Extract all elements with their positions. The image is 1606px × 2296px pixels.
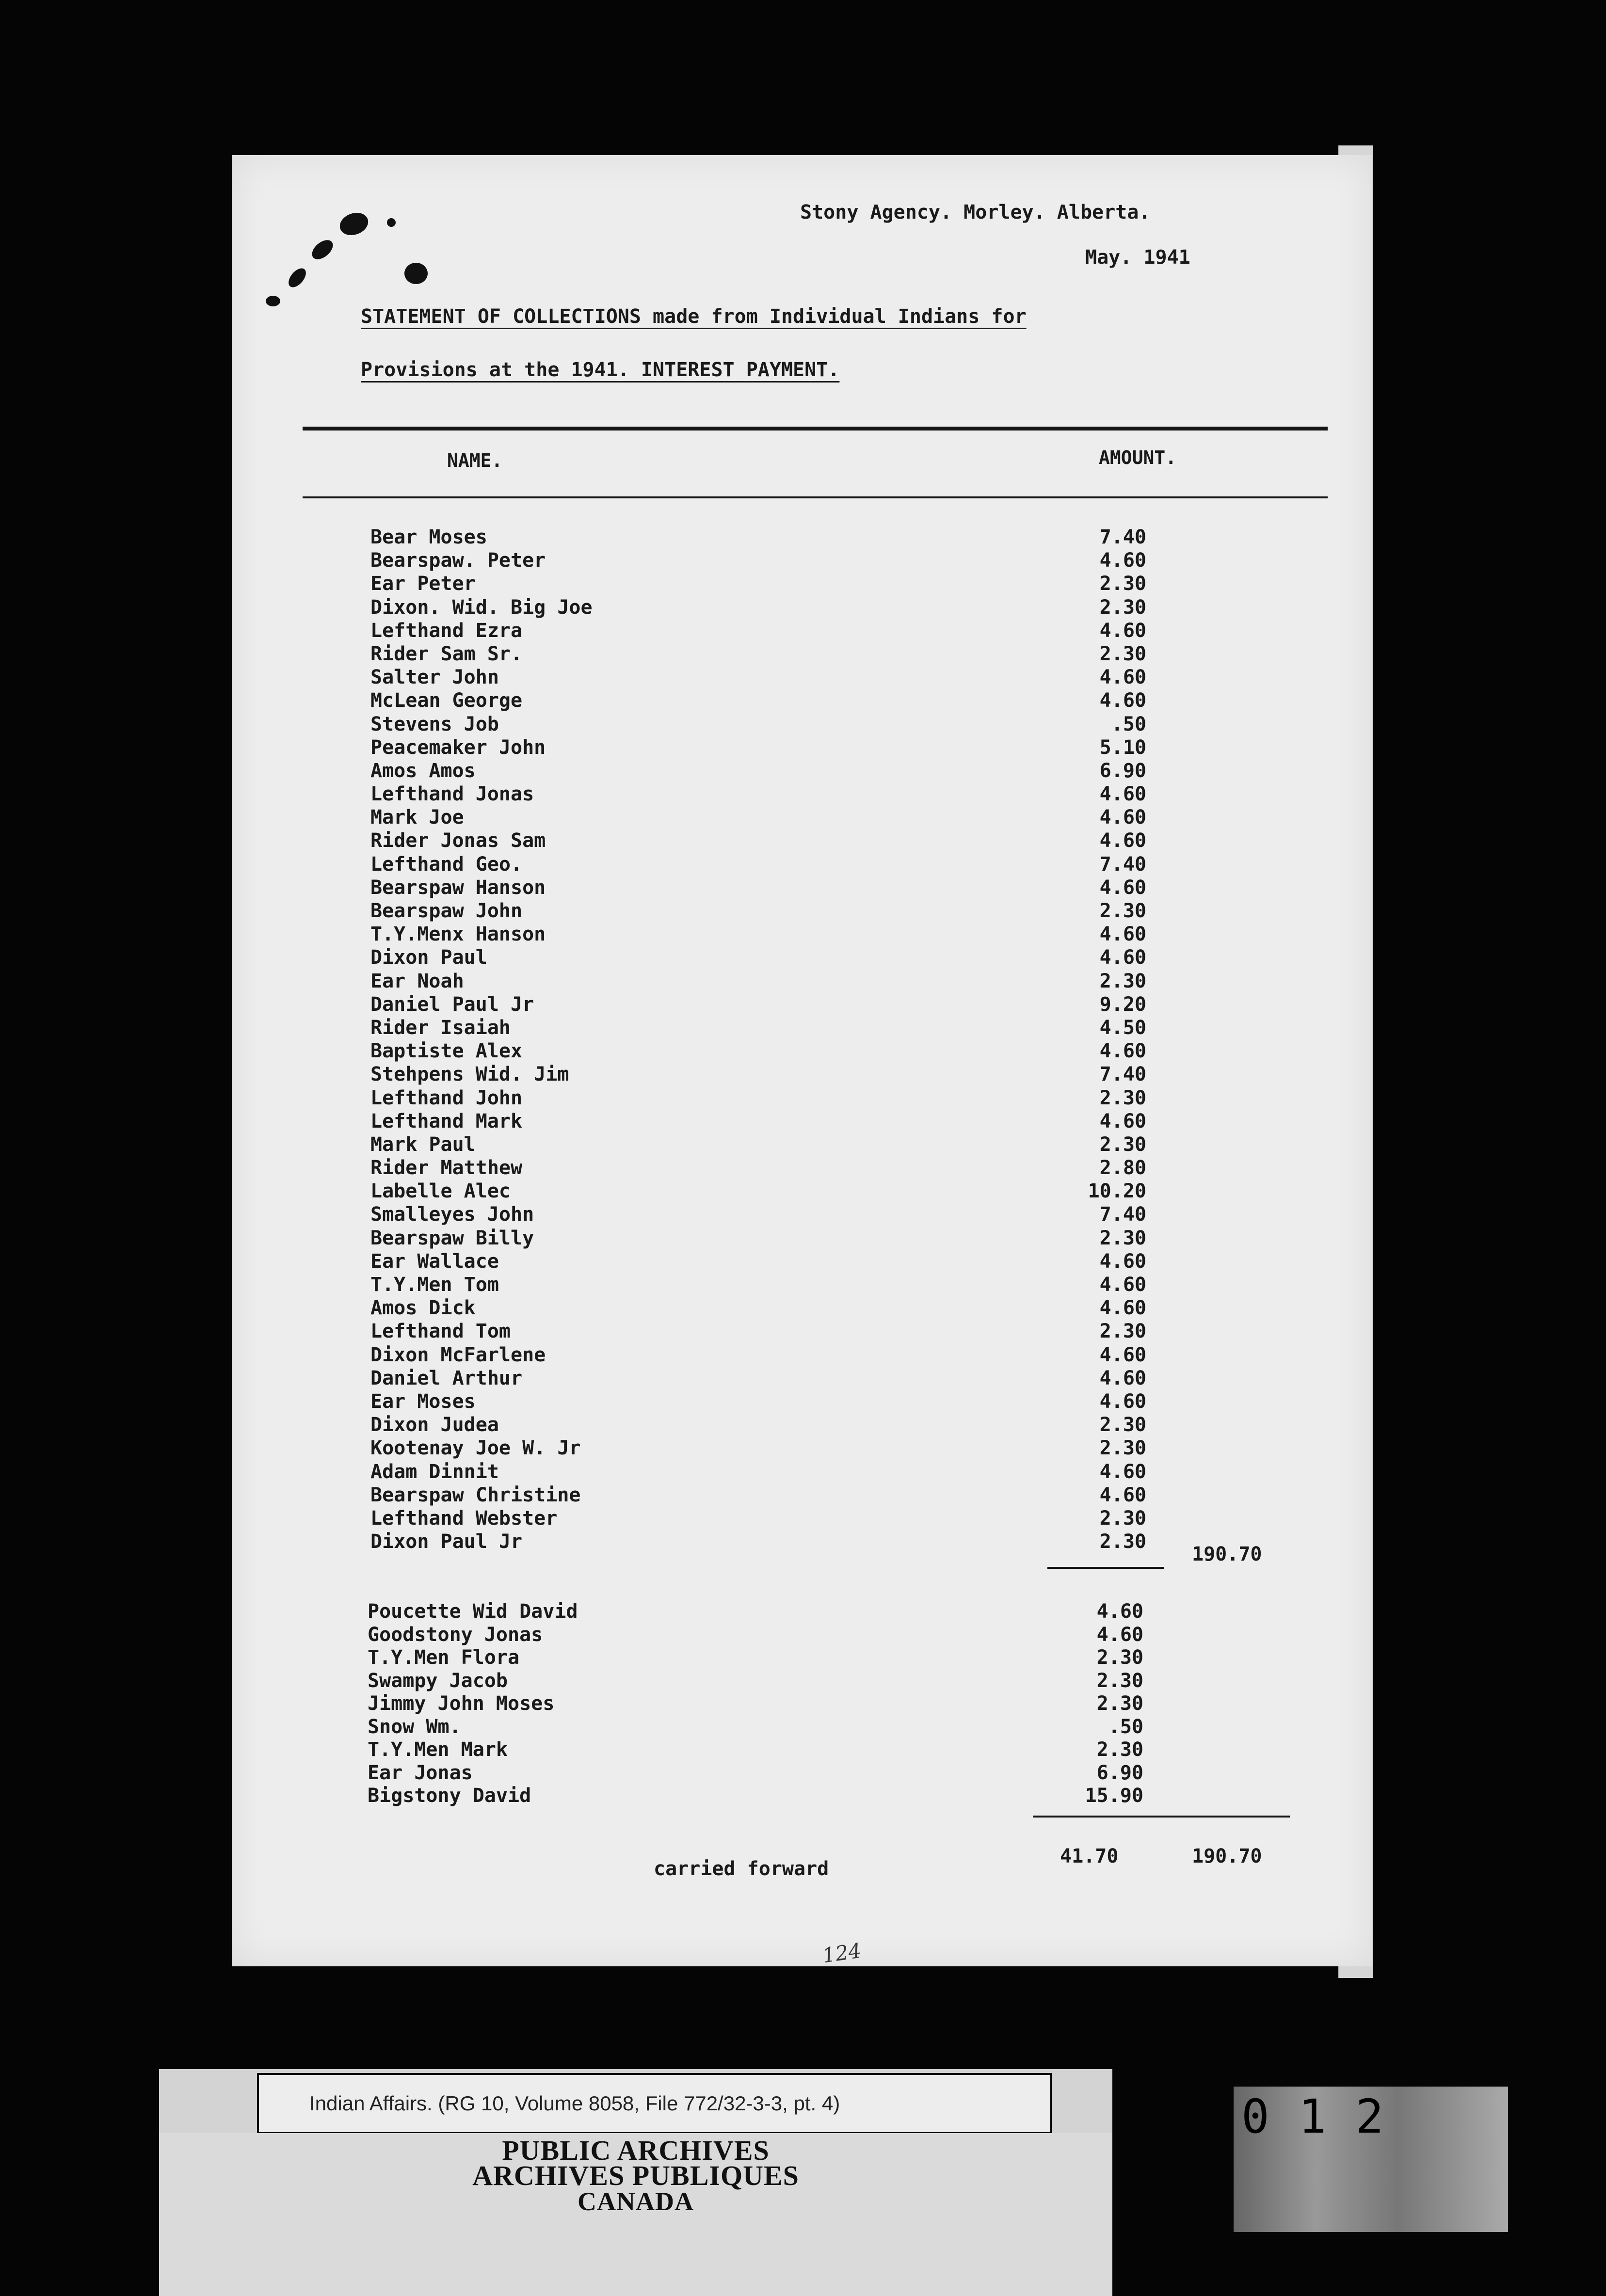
entry-name: Salter John <box>370 666 499 689</box>
entry-name: T.Y.Men Flora <box>368 1646 520 1669</box>
entry-amount: 2.30 <box>1099 1531 1146 1553</box>
list-item <box>368 1692 1143 1715</box>
entry-name: Dixon McFarlene <box>370 1343 546 1366</box>
entry-amount: 2.30 <box>1099 900 1146 922</box>
handwritten-page-number: 124 <box>820 1938 863 1968</box>
entry-amount: 4.60 <box>1099 1460 1146 1483</box>
list-item <box>370 876 1146 899</box>
entry-name: Stehpens Wid. Jim <box>370 1063 569 1086</box>
entry-amount: 4.50 <box>1099 1016 1146 1039</box>
entry-name: Ear Moses <box>370 1390 476 1413</box>
list-item <box>370 689 1146 712</box>
list-item <box>370 1273 1146 1296</box>
entry-name: Lefthand John <box>370 1086 523 1109</box>
entry-amount: 2.30 <box>1099 970 1146 992</box>
list-item <box>370 1320 1146 1343</box>
list-item <box>370 1343 1146 1367</box>
list-item <box>370 1530 1146 1553</box>
entry-name: Bearspaw Hanson <box>370 876 546 899</box>
entry-amount: 4.60 <box>1099 666 1146 689</box>
entry-name: Daniel Arthur <box>370 1367 523 1389</box>
entry-name: Ear Peter <box>370 573 476 595</box>
entry-name: Bigstony David <box>368 1785 531 1807</box>
list-item <box>370 1039 1146 1063</box>
entry-amount: 4.60 <box>1099 1040 1146 1063</box>
entry-amount: .50 <box>1111 713 1146 735</box>
list-item <box>370 736 1146 759</box>
entry-name: Jimmy John Moses <box>368 1692 555 1715</box>
entry-name: Bearspaw Billy <box>370 1227 534 1249</box>
entry-amount: .50 <box>1108 1715 1143 1738</box>
entry-name: Rider Sam Sr. <box>370 642 523 665</box>
entry-amount: 4.60 <box>1099 1297 1146 1320</box>
entry-amount: 2.30 <box>1096 1692 1143 1715</box>
title-line-2: Provisions at the 1941. INTEREST PAYMENT. <box>361 359 840 381</box>
list-item <box>370 666 1146 689</box>
list-item <box>370 642 1146 666</box>
entry-amount: 2.30 <box>1096 1646 1143 1669</box>
entry-name: Bearspaw Christine <box>370 1483 581 1506</box>
entry-name: Goodstony Jonas <box>368 1623 543 1646</box>
entry-amount: 2.30 <box>1096 1738 1143 1761</box>
total-rule <box>1033 1816 1290 1818</box>
entry-name: Labelle Alec <box>370 1180 511 1203</box>
list-item <box>368 1784 1143 1807</box>
list-item <box>370 1413 1146 1436</box>
entry-amount: 7.40 <box>1099 1063 1146 1086</box>
header-rule-top <box>303 427 1328 430</box>
entry-name: Lefthand Tom <box>370 1320 511 1343</box>
list-item <box>370 1227 1146 1250</box>
entry-name: Lefthand Mark <box>370 1110 523 1132</box>
entry-amount: 4.60 <box>1099 806 1146 829</box>
entry-name: Rider Matthew <box>370 1157 523 1180</box>
collections-list-2 <box>368 1600 1143 1807</box>
title-line-1: STATEMENT OF COLLECTIONS made from Individual Indians for <box>361 305 1027 328</box>
list-item <box>370 619 1146 642</box>
list-item <box>370 1436 1146 1460</box>
entry-name: Lefthand Ezra <box>370 619 523 642</box>
entry-name: T.Y.Men Tom <box>370 1274 499 1296</box>
entry-amount: 2.30 <box>1099 1437 1146 1460</box>
entry-name: Dixon Judea <box>370 1414 499 1436</box>
list-item <box>368 1715 1143 1738</box>
entry-name: Poucette Wid David <box>368 1600 578 1623</box>
entry-amount: 4.60 <box>1099 1343 1146 1366</box>
entry-amount: 4.60 <box>1099 1110 1146 1132</box>
entry-name: Amos Dick <box>370 1297 476 1320</box>
entry-amount: 7.40 <box>1099 853 1146 876</box>
entry-name: Bear Moses <box>370 526 487 548</box>
entry-name: Ear Jonas <box>368 1761 473 1784</box>
entry-amount: 4.60 <box>1099 946 1146 969</box>
entry-name: Smalleyes John <box>370 1203 534 1226</box>
subtotal-amount: 190.70 <box>1192 1543 1262 1565</box>
entry-name: Snow Wm. <box>368 1715 461 1738</box>
list-item <box>370 1156 1146 1180</box>
entry-name: Lefthand Jonas <box>370 783 534 806</box>
entry-amount: 2.30 <box>1099 1320 1146 1343</box>
entry-name: Stevens Job <box>370 713 499 735</box>
list-item <box>370 1063 1146 1086</box>
entry-name: Dixon Paul Jr <box>370 1531 523 1553</box>
list-item <box>368 1669 1143 1692</box>
entry-name: Baptiste Alex <box>370 1040 523 1063</box>
list-item <box>370 596 1146 619</box>
document-date: May. 1941 <box>1085 246 1190 269</box>
entry-amount: 2.30 <box>1099 642 1146 665</box>
entry-name: Mark Paul <box>370 1133 476 1156</box>
list-item <box>370 1133 1146 1156</box>
entry-amount: 2.30 <box>1099 1086 1146 1109</box>
entry-amount: 6.90 <box>1099 759 1146 782</box>
entry-name: Dixon Paul <box>370 946 487 969</box>
frame-number: 012 <box>1241 2089 1413 2144</box>
list-item <box>368 1646 1143 1669</box>
agency-location: Stony Agency. Morley. Alberta. <box>800 201 1151 223</box>
entry-amount: 7.40 <box>1099 1203 1146 1226</box>
carried-forward-total: 190.70 <box>1192 1845 1262 1867</box>
stamp-public-archives: PUBLIC ARCHIVES <box>502 2135 770 2166</box>
entry-name: Lefthand Webster <box>370 1507 558 1530</box>
entry-name: Bearspaw. Peter <box>370 549 546 572</box>
stamp-archives-publiques: ARCHIVES PUBLIQUES <box>472 2160 799 2191</box>
archive-reference: Indian Affairs. (RG 10, Volume 8058, File 772/32-3-3, pt. 4) <box>257 2073 1052 2134</box>
list-item <box>370 1110 1146 1133</box>
list-item <box>370 1483 1146 1507</box>
list-item <box>370 549 1146 572</box>
list-item <box>370 829 1146 852</box>
header-rule-bottom <box>303 496 1328 498</box>
list-item <box>370 1250 1146 1273</box>
entry-name: Ear Wallace <box>370 1250 499 1273</box>
entry-amount: 2.30 <box>1099 1227 1146 1249</box>
entry-amount: 10.20 <box>1088 1180 1146 1203</box>
entry-amount: 2.30 <box>1099 1414 1146 1436</box>
entry-amount: 2.30 <box>1096 1669 1143 1692</box>
entry-name: Adam Dinnit <box>370 1460 499 1483</box>
entry-amount: 4.60 <box>1099 619 1146 642</box>
list-item <box>370 1016 1146 1039</box>
column-header-name: NAME. <box>447 450 503 471</box>
list-item <box>370 899 1146 923</box>
list-item <box>370 970 1146 993</box>
entry-name: McLean George <box>370 689 523 712</box>
entry-amount: 4.60 <box>1099 1367 1146 1389</box>
list-item <box>368 1600 1143 1623</box>
entry-amount: 4.60 <box>1099 1390 1146 1413</box>
column-header-amount: AMOUNT. <box>1099 447 1177 468</box>
list-item <box>370 923 1146 946</box>
entry-amount: 4.60 <box>1099 783 1146 806</box>
entry-amount: 9.20 <box>1099 993 1146 1016</box>
list-item <box>370 1367 1146 1390</box>
list-item <box>370 759 1146 782</box>
entry-name: Mark Joe <box>370 806 464 829</box>
list-item <box>370 806 1146 829</box>
entry-amount: 6.90 <box>1096 1761 1143 1784</box>
subtotal-rule <box>1047 1567 1164 1569</box>
entry-amount: 7.40 <box>1099 526 1146 548</box>
entry-amount: 4.60 <box>1096 1623 1143 1646</box>
list-item <box>370 782 1146 806</box>
list-item <box>370 1086 1146 1110</box>
entry-name: Bearspaw John <box>370 900 523 922</box>
list-item <box>368 1761 1143 1785</box>
entry-amount: 4.60 <box>1099 549 1146 572</box>
entry-amount: 2.80 <box>1099 1157 1146 1180</box>
collections-list-1 <box>370 526 1146 1553</box>
entry-amount: 15.90 <box>1085 1785 1143 1807</box>
entry-amount: 2.30 <box>1099 1507 1146 1530</box>
entry-amount: 2.30 <box>1099 596 1146 619</box>
entry-amount: 4.60 <box>1099 1483 1146 1506</box>
entry-amount: 4.60 <box>1099 689 1146 712</box>
stamp-canada: CANADA <box>578 2187 694 2216</box>
entry-amount: 4.60 <box>1099 876 1146 899</box>
list-item <box>370 946 1146 969</box>
list-item <box>370 713 1146 736</box>
entry-amount: 2.30 <box>1099 1133 1146 1156</box>
list-item <box>370 1460 1146 1483</box>
carried-forward-amount: 41.70 <box>1060 1845 1119 1867</box>
list-item <box>370 1203 1146 1226</box>
entry-name: T.Y.Menx Hanson <box>370 923 546 946</box>
entry-name: Dixon. Wid. Big Joe <box>370 596 593 619</box>
list-item <box>370 853 1146 876</box>
entry-amount: 4.60 <box>1099 1250 1146 1273</box>
list-item <box>370 572 1146 595</box>
entry-name: Rider Jonas Sam <box>370 829 546 852</box>
list-item <box>370 1296 1146 1320</box>
entry-amount: 4.60 <box>1096 1600 1143 1623</box>
list-item <box>368 1623 1143 1646</box>
ink-blot <box>404 263 428 284</box>
entry-name: Peacemaker John <box>370 736 546 759</box>
list-item <box>368 1738 1143 1761</box>
list-item <box>370 1507 1146 1530</box>
entry-name: Rider Isaiah <box>370 1016 511 1039</box>
list-item <box>370 993 1146 1016</box>
list-item <box>370 1180 1146 1203</box>
ink-blot <box>266 296 280 306</box>
entry-name: Amos Amos <box>370 759 476 782</box>
entry-amount: 5.10 <box>1099 736 1146 759</box>
entry-name: Kootenay Joe W. Jr <box>370 1437 581 1460</box>
entry-amount: 2.30 <box>1099 573 1146 595</box>
list-item <box>370 526 1146 549</box>
entry-name: Swampy Jacob <box>368 1669 508 1692</box>
entry-amount: 4.60 <box>1099 1274 1146 1296</box>
ink-blot <box>387 218 396 227</box>
list-item <box>370 1390 1146 1413</box>
entry-amount: 4.60 <box>1099 829 1146 852</box>
entry-name: Lefthand Geo. <box>370 853 523 876</box>
entry-name: T.Y.Men Mark <box>368 1738 508 1761</box>
entry-name: Daniel Paul Jr <box>370 993 534 1016</box>
entry-amount: 4.60 <box>1099 923 1146 946</box>
carried-forward-label: carried forward <box>654 1858 829 1880</box>
entry-name: Ear Noah <box>370 970 464 992</box>
